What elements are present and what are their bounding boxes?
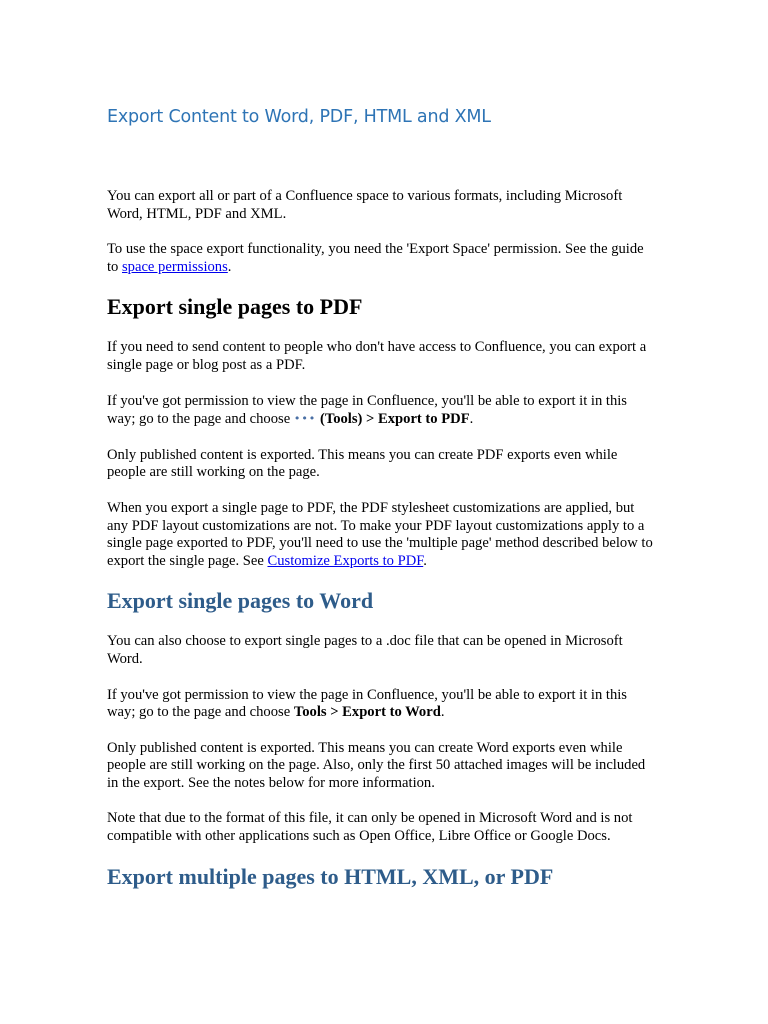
word-paragraph-2-text: If you've got permission to view the page in Confluence, you'll be able to export it in this way; go to the page and choose bbox=[107, 686, 627, 721]
intro-paragraph-2 bbox=[107, 241, 655, 276]
heading-export-multiple: Export multiple pages to HTML, XML, or PDF bbox=[107, 863, 554, 889]
heading-export-single-word: Export single pages to Word bbox=[107, 588, 374, 614]
document-title: Export Content to Word, PDF, HTML and XML bbox=[107, 107, 491, 127]
pdf-paragraph-4 bbox=[107, 500, 655, 570]
customize-exports-link[interactable]: Customize Exports to PDF bbox=[267, 552, 424, 569]
pdf-paragraph-4-text: When you export a single page to PDF, the PDF stylesheet customizations are applied, but any PDF layout customizations are not. To make your PDF layout customizations apply to a single page exported to PDF, you'll need to use the 'multiple page' method described below to export the single page. See bbox=[107, 499, 653, 569]
word-paragraph-4: Note that due to the format of this file, it can only be opened in Microsoft Word and is not compatible with other applications such as Open Office, Libre Office or Google Docs. bbox=[107, 810, 633, 845]
pdf-paragraph-4-end: . bbox=[423, 552, 427, 569]
word-paragraph-2-end: . bbox=[440, 704, 445, 721]
tools-ellipsis-icon: ••• bbox=[293, 412, 317, 426]
pdf-menu-path: (Tools) > Export to PDF bbox=[319, 411, 470, 428]
intro-paragraph-2-end: . bbox=[227, 258, 232, 275]
intro-paragraph-1: You can export all or part of a Confluence space to various formats, including Microsoft Word, HTML, PDF and XML. bbox=[107, 188, 623, 222]
pdf-paragraph-3: Only published content is exported. This means you can create PDF exports even while people are still working on the page. bbox=[107, 446, 618, 481]
heading-export-single-pdf: Export single pages to PDF bbox=[107, 294, 363, 320]
pdf-paragraph-2 bbox=[107, 393, 655, 429]
pdf-paragraph-2-text: If you've got permission to view the page in Confluence, you'll be able to export it in this way; go to the page and choose bbox=[107, 392, 627, 428]
intro-paragraph-2-text: To use the space export functionality, you need the 'Export Space' permission. See the guide to bbox=[107, 241, 644, 275]
word-menu-path: Tools > Export to Word bbox=[293, 704, 441, 721]
word-paragraph-3: Only published content is exported. This means you can create Word exports even while people are still working on the page. Also, only the first 50 attached images will be included in the export. See the notes below for more information. bbox=[107, 739, 646, 791]
space-permissions-link[interactable]: space permissions bbox=[122, 258, 228, 275]
word-paragraph-1: You can also choose to export single pages to a .doc file that can be opened in Microsoft Word. bbox=[107, 633, 623, 667]
document-body bbox=[107, 188, 655, 909]
word-paragraph-2 bbox=[107, 687, 655, 722]
pdf-paragraph-2-end: . bbox=[469, 411, 474, 428]
pdf-paragraph-1: If you need to send content to people who don't have access to Confluence, you can export a single page or blog post as a PDF. bbox=[107, 339, 647, 373]
